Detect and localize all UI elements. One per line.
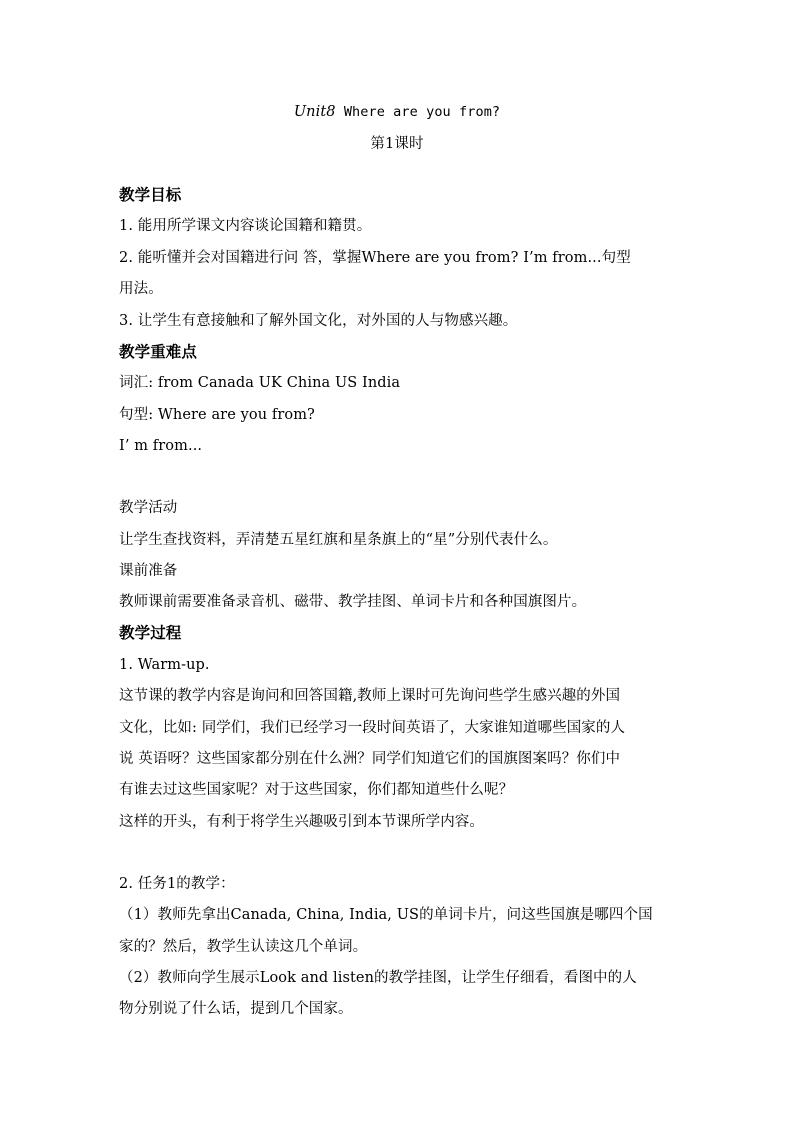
objective-2-line-1: 2. 能听懂并会对国籍进行问 答，掌握Where are you from? I’m from...句型: [119, 250, 631, 266]
vocabulary-line: 词汇: from Canada UK China US India: [119, 375, 401, 391]
step-1-title: 1. Warm-up.: [119, 657, 210, 673]
activities-heading: 教学活动: [119, 500, 178, 516]
lesson-label: 第1课时: [370, 136, 424, 152]
step-1-paragraph-line-4: 有谁去过这些国家呢？对于这些国家，你们都知道些什么呢？: [119, 782, 514, 798]
sentence-pattern-line: 句型: Where are you from?: [119, 407, 315, 423]
objective-2-line-2: 用法。: [119, 281, 163, 297]
unit-title: [0, 102, 794, 122]
step-2-item-b-line-1: （2）教师向学生展示Look and listen的教学挂图，让学生仔细看，看图中的人: [119, 970, 637, 986]
step-1-paragraph-line-2: 文化，比如: 同学们，我们已经学习一段时间英语了，大家谁知道哪些国家的人: [119, 720, 626, 736]
step-2-item-a-line-2: 家的？然后，教学生认读这几个单词。: [119, 939, 368, 955]
key-points-heading: 教学重难点: [119, 343, 198, 361]
step-2-item-b-line-2: 物分别说了什么话，提到几个国家。: [119, 1001, 353, 1017]
step-2-title: 2. 任务1的教学：: [119, 876, 235, 892]
step-1-paragraph-line-3: 说 英语呀？这些国家都分别在什么洲？同学们知道它们的国旗图案吗？你们中: [119, 751, 621, 767]
preparation-heading: 课前准备: [119, 563, 178, 579]
unit-title-text: Where are you from?: [335, 104, 501, 120]
preparation-text: 教师课前需要准备录音机、磁带、教学挂图、单词卡片和各种国旗图片。: [119, 594, 587, 610]
step-1-paragraph-line-1: 这节课的教学内容是询问和回答国籍,教师上课时可先询问些学生感兴趣的外国: [119, 688, 621, 704]
objective-1: 1. 能用所学课文内容谈论国籍和籍贯。: [119, 218, 372, 234]
process-heading: 教学过程: [119, 624, 182, 642]
answer-pattern-line: I’ m from...: [119, 438, 203, 454]
step-2-item-a-line-1: （1）教师先拿出Canada, China, India, US的单词卡片，问这些国旗是哪四个国: [119, 907, 653, 923]
objective-3: 3. 让学生有意接触和了解外国文化，对外国的人与物感兴趣。: [119, 313, 518, 329]
unit-label: Unit8: [293, 104, 336, 120]
objectives-heading: 教学目标: [119, 186, 182, 204]
step-1-paragraph-line-5: 这样的开头，有利于将学生兴趣吸引到本节课所学内容。: [119, 814, 484, 830]
activities-text: 让学生查找资料，弄清楚五星红旗和星条旗上的“星”分别代表什么。: [119, 532, 558, 548]
